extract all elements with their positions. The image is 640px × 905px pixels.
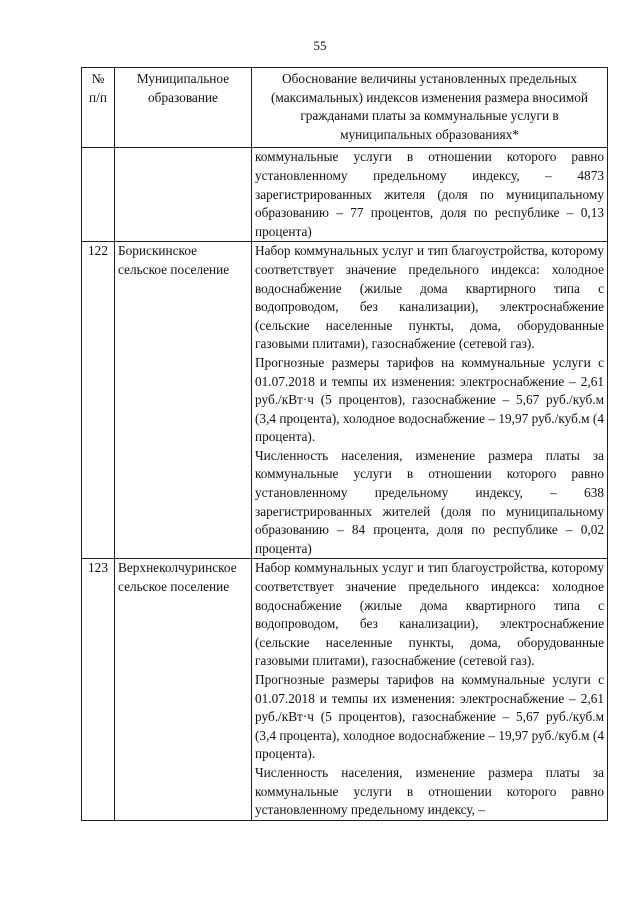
header-number: № п/п [82,68,115,148]
row-municipality [115,148,252,242]
row-municipality: Борискинское сельское поселение [115,242,252,559]
header-municipality: Муниципальное образование [115,68,252,148]
basis-paragraph: Численность населения, изменение размера платы за коммунальные услуги в отношении которого равно установленному предельному индексу, – 638 зарегистрированных жителей (доля по муниципальному образованию – 84 процента, доля по республике – 0,02 процента) [255,447,604,556]
basis-paragraph: Набор коммунальных услуг и тип благоустройства, которому соответствует значение предельного индекса: холодное водоснабжение (жилые дома квартирного типа с водопроводом, без канализации), электроснабжение (сельские населенные пункты, дома, оборудованные газовыми плитами), газоснабжение (сетевой газ). [255,243,604,352]
table-row [82,148,608,242]
row-basis [252,148,608,242]
basis-paragraph: Прогнозные размеры тарифов на коммунальные услуги с 01.07.2018 и темпы их изменения: электроснабжение – 2,61 руб./кВт·ч (5 процентов), газоснабжение – 5,67 руб./куб.м (3,4 процента), холодное водоснабжение – 19,97 руб./куб.м (4 процента). [255,672,604,762]
row-number: 123 [82,559,115,820]
tariff-table [81,67,608,821]
basis-paragraph: Прогнозные размеры тарифов на коммунальные услуги с 01.07.2018 и темпы их изменения: электроснабжение – 2,61 руб./кВт·ч (5 процентов), газоснабжение – 5,67 руб./куб.м (3,4 процента), холодное водоснабжение – 19,97 руб./куб.м (4 процента). [255,354,604,445]
row-number: 122 [82,242,115,559]
table-row [82,559,608,820]
table-header-row [82,68,608,148]
basis-paragraph: Набор коммунальных услуг и тип благоустройства, которому соответствует значение предельного индекса: холодное водоснабжение (жилые дома квартирного типа с водопроводом, без канализации), электроснабжение (сельские населенные пункты, дома, оборудованные газовыми плитами), газоснабжение (сетевой газ). [255,560,604,669]
page-number: 55 [313,38,327,53]
row-municipality: Верхнеколчуринское сельское поселение [115,559,252,820]
row-basis [252,242,608,559]
basis-paragraph: Численность населения, изменение размера платы за коммунальные услуги в отношении которого равно установленному предельному индексу, – [255,764,604,818]
basis-paragraph: коммунальные услуги в отношении которого равно установленному предельному индексу, – 4873 зарегистрированных жителя (доля по муниципальному образованию – 77 процентов, доля по республике – 0,13 процента) [255,149,604,239]
row-basis [252,559,608,820]
table-row [82,242,608,559]
row-number [82,148,115,242]
header-basis: Обоснование величины установленных предельных (максимальных) индексов изменения размера вносимой гражданами платы за коммунальные услуги в муниципальных образованиях* [252,68,608,148]
